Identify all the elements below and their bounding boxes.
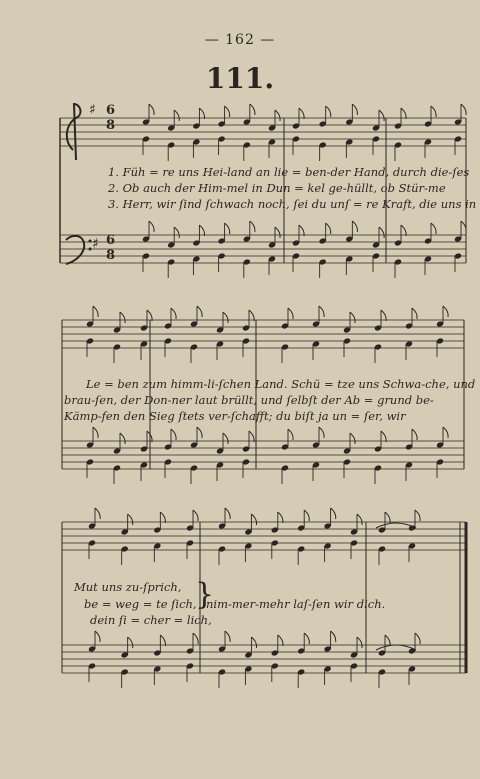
time-sig-top-bass: 6 [106, 233, 116, 248]
note-flag [249, 310, 254, 321]
note-flag [412, 308, 417, 319]
note-flag [379, 227, 384, 238]
note-flag [304, 510, 309, 521]
note-flag [326, 223, 331, 234]
note-flag [225, 631, 230, 642]
hymn-number: 111. [205, 62, 275, 95]
note-flag [160, 512, 165, 523]
note-flag [149, 104, 154, 115]
note-flag [251, 514, 256, 525]
verse-2-line-3: be = weg = te ſich, [84, 597, 197, 611]
verse-1-line-3: Mut uns zu-ſprich, [74, 580, 182, 594]
note-flag [120, 312, 125, 323]
note-flag [193, 633, 198, 644]
note-flag [319, 427, 324, 438]
note-flag [331, 631, 336, 642]
note-flag [278, 512, 283, 523]
note-flag [331, 508, 336, 519]
verse-3-line-2: Kämp-fen den Sieg ſtets ver-ſchafft; du biſt ja un = ſer, wir [64, 409, 406, 423]
note-flag [225, 223, 230, 234]
note-flag [357, 514, 362, 525]
note-flag [352, 221, 357, 232]
note-flag [225, 508, 230, 519]
note-flag [223, 312, 228, 323]
note-flag [174, 110, 179, 121]
note-flag [461, 104, 466, 115]
note-flag [443, 427, 448, 438]
verse-brace: } [195, 577, 215, 612]
note-flag [225, 106, 230, 117]
refrain-line: nim-mer-mehr laſ-ſen wir dich. [206, 597, 386, 611]
note-flag [288, 429, 293, 440]
note-flag [288, 308, 293, 319]
note-flag [174, 227, 179, 238]
verse-3-line-1: 3. Herr, wir ſind ſchwach noch, ſei du unſ = re Kraft, die uns in [108, 197, 477, 211]
note-flag [223, 433, 228, 444]
note-flag [197, 427, 202, 438]
note-flag [95, 631, 100, 642]
note-flag [299, 108, 304, 119]
note-flag [350, 433, 355, 444]
note-flag [357, 637, 362, 648]
note-flag [197, 306, 202, 317]
note-flag [415, 633, 420, 644]
verse-1-line-1: 1. Füh = re uns Hei-land an lie = ben-der Hand, durch die-ſes [108, 165, 470, 179]
page-number: — 162 — [204, 32, 276, 48]
note-flag [381, 310, 386, 321]
note-flag [461, 221, 466, 232]
note-flag [275, 227, 280, 238]
note-flag [381, 431, 386, 442]
note-flag [431, 106, 436, 117]
note-flag [95, 508, 100, 519]
verse-1-line-2: Le = ben zum himm-li-ſchen Land. Schü = tze uns Schwa-che, und [86, 377, 476, 391]
note-flag [443, 306, 448, 317]
note-flag [251, 637, 256, 648]
note-flag [319, 306, 324, 317]
note-flag [352, 104, 357, 115]
note-flag [415, 510, 420, 521]
note-flag [304, 633, 309, 644]
note-flag [149, 221, 154, 232]
tie-mark [376, 645, 416, 650]
note-flag [199, 108, 204, 119]
note-flag [250, 221, 255, 232]
note-flag [385, 635, 390, 646]
note-flag [128, 637, 133, 648]
time-sig-bottom-treble: 8 [106, 118, 116, 133]
note-flag [147, 310, 152, 321]
note-flag [128, 514, 133, 525]
verse-2-line-2: brau-ſen, der Don-ner laut brüllt, und ſelbſt der Ab = grund be- [64, 393, 434, 407]
note-flag [250, 104, 255, 115]
note-flag [249, 431, 254, 442]
time-sig-top-treble: 6 [106, 103, 116, 118]
sharp-key-signature-icon: ♯ [92, 236, 99, 252]
note-flag [275, 110, 280, 121]
note-flag [401, 225, 406, 236]
sharp-key-signature-icon: ♯ [89, 102, 96, 118]
note-flag [431, 223, 436, 234]
note-flag [171, 429, 176, 440]
note-flag [120, 433, 125, 444]
note-flag [385, 512, 390, 523]
note-flag [278, 635, 283, 646]
verse-2-line-1: 2. Ob auch der Him-mel in Dun = kel ge-hüllt, ob Stür-me [108, 181, 446, 195]
note-flag [93, 306, 98, 317]
note-flag [160, 635, 165, 646]
note-flag [350, 312, 355, 323]
note-flag [199, 225, 204, 236]
note-flag [171, 308, 176, 319]
note-flag [412, 429, 417, 440]
note-flag [326, 106, 331, 117]
bass-clef-icon [66, 236, 84, 264]
note-flag [299, 225, 304, 236]
note-flag [401, 108, 406, 119]
note-flag [93, 427, 98, 438]
note-flag [379, 110, 384, 121]
time-sig-bottom-bass: 8 [106, 248, 116, 263]
verse-3-line-3: dein ſi = cher = lich, [90, 613, 212, 627]
note-flag [193, 510, 198, 521]
